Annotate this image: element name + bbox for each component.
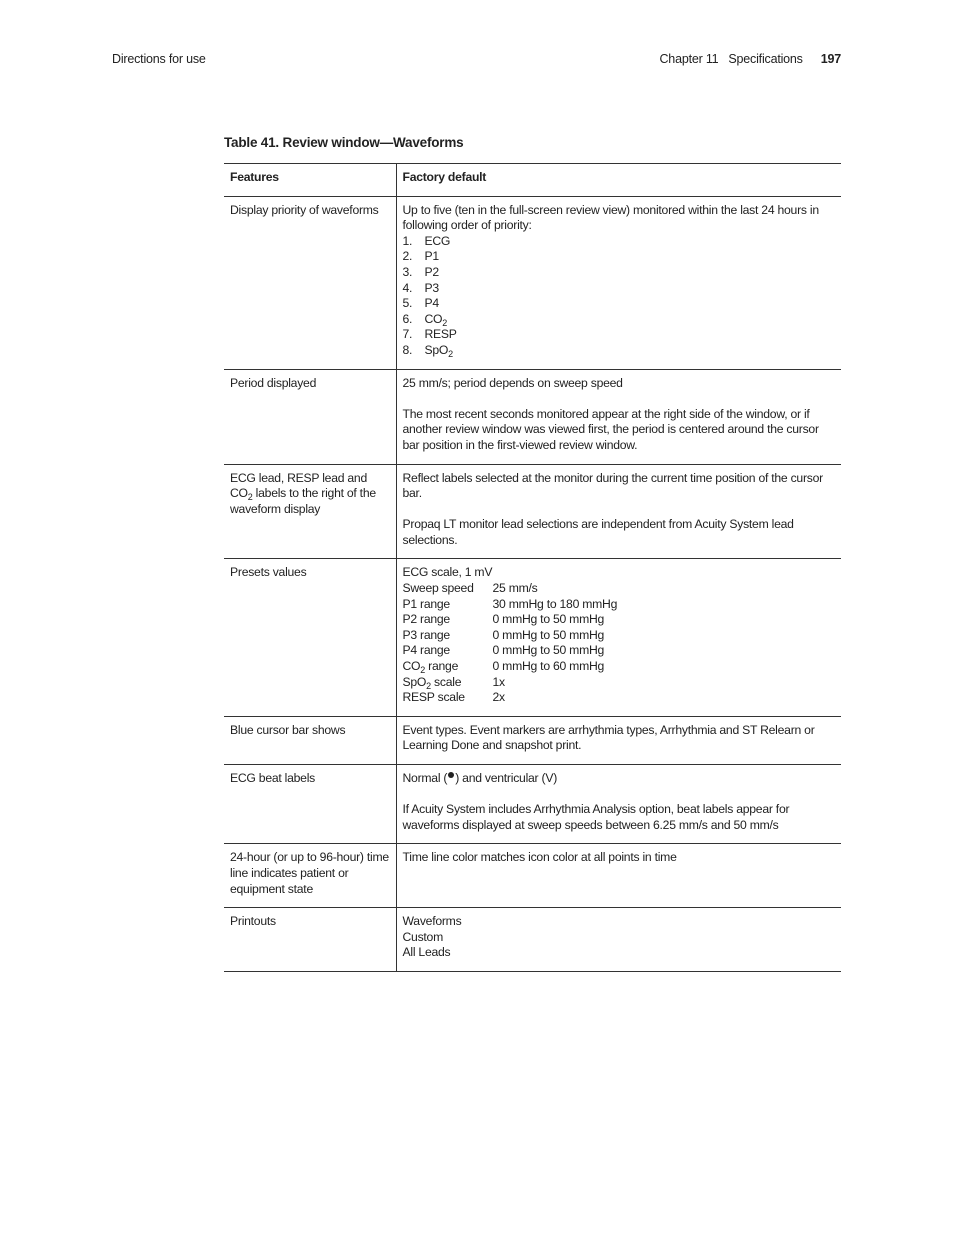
item-value: ECG xyxy=(424,233,451,248)
feature-cell xyxy=(224,464,396,559)
item-number: 5. xyxy=(402,296,413,311)
table-row xyxy=(224,844,841,908)
running-header-left: Directions for use xyxy=(112,52,206,66)
table-row xyxy=(224,369,841,464)
list-item xyxy=(403,234,836,250)
column-header-factory-default: Factory default xyxy=(396,164,841,197)
preset-value: 0 mmHg to 50 mmHg xyxy=(492,612,605,627)
preset-value: 0 mmHg to 60 mmHg xyxy=(492,659,605,674)
feature-cell: Period displayed xyxy=(224,369,396,464)
preset-value: 2x xyxy=(492,690,505,705)
list-item xyxy=(403,312,836,328)
default-text: ECG scale, 1 mV xyxy=(402,565,493,580)
feature-text: labels to the right of the waveform display xyxy=(230,486,376,516)
beat-label-line xyxy=(403,771,836,787)
preset-key: RESP scale xyxy=(402,690,465,705)
preset-item xyxy=(403,690,836,706)
item-number: 2. xyxy=(402,249,413,264)
list-item xyxy=(403,296,836,312)
preset-value: 0 mmHg to 50 mmHg xyxy=(492,627,605,642)
table-row xyxy=(224,908,841,972)
item-value: RESP xyxy=(424,327,457,342)
preset-key xyxy=(403,675,493,691)
default-text: ) and ventricular ( xyxy=(455,771,546,785)
table-row xyxy=(224,765,841,844)
default-text: If Acuity System includes Arrhythmia Analysis option, beat labels appear for waveforms displayed at sweep speeds between 6.25 mm/s and 50 mm/s xyxy=(402,802,790,832)
preset-key-text: range xyxy=(425,659,459,674)
list-item xyxy=(403,249,836,265)
table-row xyxy=(224,559,841,716)
item-number: 6. xyxy=(402,311,413,326)
item-value: P2 xyxy=(424,264,439,279)
running-header-right xyxy=(659,52,841,66)
table-row xyxy=(224,716,841,764)
preset-item xyxy=(403,612,836,628)
preset-key: P2 range xyxy=(402,612,450,627)
ventricular-beat-v-icon: V xyxy=(545,771,554,785)
default-text: ) xyxy=(553,771,558,785)
default-cell xyxy=(396,196,841,369)
item-number: 3. xyxy=(402,264,413,279)
default-text: Time line color matches icon color at all points in time xyxy=(402,850,677,865)
table-caption: Table 41. Review window—Waveforms xyxy=(224,135,464,150)
preset-value: 1x xyxy=(492,674,505,689)
item-value: P1 xyxy=(424,249,439,264)
preset-key-text: CO xyxy=(402,659,421,674)
list-item xyxy=(403,327,836,343)
preset-item xyxy=(403,597,836,613)
spec-table xyxy=(224,163,841,972)
default-cell xyxy=(396,464,841,559)
chapter-label: Chapter 11 xyxy=(659,52,719,66)
item-value: P4 xyxy=(424,296,439,311)
default-text: Reflect labels selected at the monitor during the current time position of the cursor bar. xyxy=(402,470,823,501)
preset-item xyxy=(403,643,836,659)
preset-key: P4 range xyxy=(402,643,450,658)
priority-list xyxy=(403,234,836,359)
default-text: Event types. Event markers are arrhythmia types, Arrhythmia and ST Relearn or Learning Done and snapshot print. xyxy=(402,722,815,753)
default-text: 25 mm/s; period depends on sweep speed xyxy=(402,375,623,390)
list-item: All Leads xyxy=(402,945,451,960)
item-number: 4. xyxy=(402,280,413,295)
subscript: 2 xyxy=(420,665,426,676)
feature-text: ECG lead, RESP lead and CO xyxy=(230,470,367,501)
preset-value: 0 mmHg to 50 mmHg xyxy=(492,643,605,658)
feature-cell: Blue cursor bar shows xyxy=(224,716,396,764)
default-text: The most recent seconds monitored appear at the right side of the window, or if another review window was viewed first, the period is centered around the cursor bar position in the first-viewed review window. xyxy=(402,406,819,452)
default-cell xyxy=(396,716,841,764)
list-item xyxy=(403,343,836,359)
default-cell xyxy=(396,765,841,844)
item-number: 7. xyxy=(402,327,413,342)
subscript: 2 xyxy=(247,492,253,503)
preset-item xyxy=(403,581,836,597)
list-item xyxy=(403,281,836,297)
preset-item xyxy=(403,628,836,644)
normal-beat-dot-icon xyxy=(448,772,454,778)
feature-cell: 24-hour (or up to 96-hour) time line indicates patient or equipment state xyxy=(224,844,396,908)
item-value: CO xyxy=(424,311,443,326)
preset-key xyxy=(403,659,493,675)
table-header-row xyxy=(224,164,841,197)
list-item: Custom xyxy=(402,929,443,944)
section-label: Specifications xyxy=(728,52,803,66)
preset-key: P3 range xyxy=(402,627,450,642)
subscript: 2 xyxy=(426,680,431,691)
preset-key: Sweep speed xyxy=(402,581,474,596)
subscript: 2 xyxy=(448,348,453,359)
feature-cell: ECG beat labels xyxy=(224,765,396,844)
feature-cell: Printouts xyxy=(224,908,396,972)
preset-key: P1 range xyxy=(402,596,450,611)
item-value: P3 xyxy=(424,280,439,295)
subscript: 2 xyxy=(442,317,448,328)
item-value: SpO xyxy=(424,342,449,357)
default-cell xyxy=(396,844,841,908)
table-row xyxy=(224,196,841,369)
item-number: 1. xyxy=(402,233,413,248)
default-text: Propaq LT monitor lead selections are independent from Acuity System lead selections. xyxy=(402,517,794,547)
column-header-features: Features xyxy=(224,164,396,197)
preset-key-text: SpO xyxy=(402,674,427,689)
preset-value: 25 mm/s xyxy=(492,581,538,596)
preset-key-text: scale xyxy=(430,674,462,689)
page-number: 197 xyxy=(820,52,841,66)
default-text: Normal ( xyxy=(402,771,448,785)
item-number: 8. xyxy=(402,342,413,357)
feature-cell: Presets values xyxy=(224,559,396,716)
default-cell xyxy=(396,908,841,972)
feature-cell: Display priority of waveforms xyxy=(224,196,396,369)
preset-value: 30 mmHg to 180 mmHg xyxy=(492,596,618,611)
list-item xyxy=(403,265,836,281)
preset-item xyxy=(403,659,836,675)
table-row xyxy=(224,464,841,559)
default-cell xyxy=(396,559,841,716)
list-item: Waveforms xyxy=(402,914,462,929)
preset-item xyxy=(403,675,836,691)
default-cell xyxy=(396,369,841,464)
priority-intro: Up to five (ten in the full-screen review view) monitored within the last 24 hours in following order of priority: xyxy=(402,202,819,233)
